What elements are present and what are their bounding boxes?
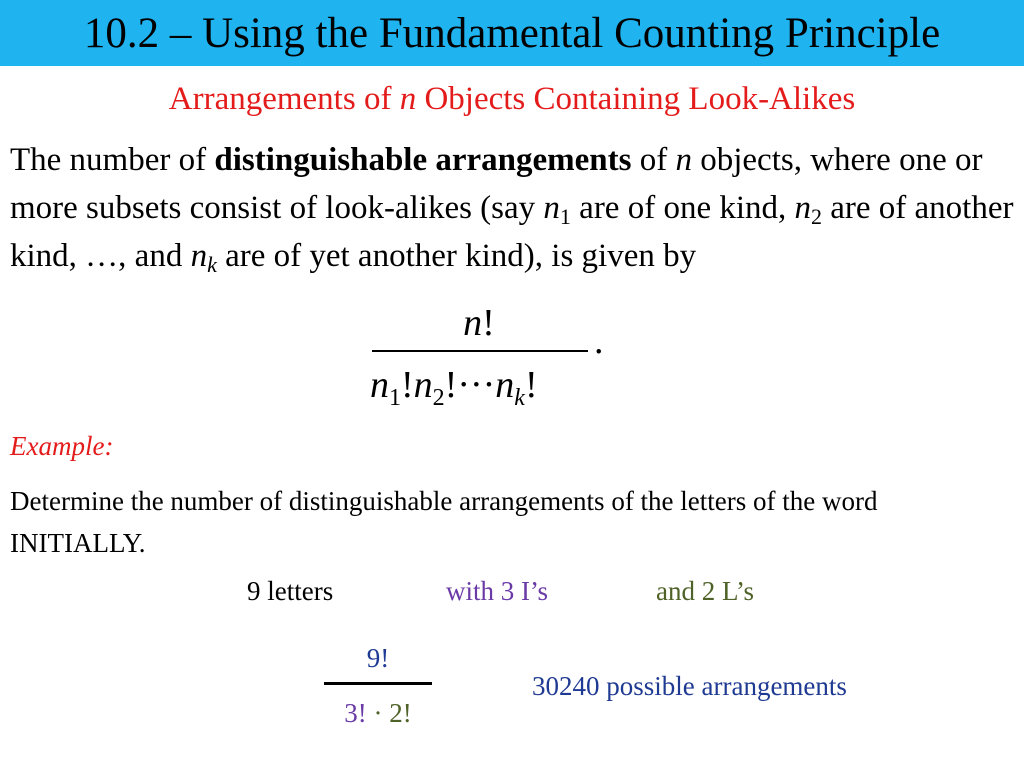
subtitle-text-after: Objects Containing Look-Alikes bbox=[416, 81, 856, 117]
den-var-n1: n bbox=[370, 364, 389, 406]
example-problem: Determine the number of distinguishable arrangements of the letters of the word INITIALLY. bbox=[10, 486, 878, 558]
subtitle-text-before: Arrangements of bbox=[168, 81, 400, 117]
den-sub-2: 2 bbox=[432, 385, 445, 411]
slide-subtitle bbox=[0, 78, 1024, 120]
slide-title: 10.2 – Using the Fundamental Counting Principle bbox=[83, 10, 941, 57]
def-text-4: are of one kind, bbox=[570, 190, 795, 226]
den-fact-k: ! bbox=[524, 364, 538, 406]
example-computation bbox=[322, 640, 434, 740]
def-var-n1: n bbox=[543, 190, 560, 226]
fact-l-count: and 2 L’s bbox=[656, 576, 755, 606]
def-text-5: are of another kind, …, and bbox=[10, 190, 1014, 274]
subtitle-variable: n bbox=[399, 81, 417, 117]
den-var-nk: n bbox=[495, 364, 515, 406]
formula-fraction-bar bbox=[372, 350, 588, 352]
den-fact-1: ! bbox=[401, 364, 414, 406]
computation-den-part-1: 3! bbox=[344, 698, 367, 728]
computation-numerator: 9! bbox=[366, 643, 390, 673]
def-text-1: The number of bbox=[10, 142, 215, 178]
def-bold-term: distinguishable arrangements bbox=[214, 142, 632, 178]
computation-denominator bbox=[322, 695, 434, 731]
def-text-6: are of yet another kind), is given by bbox=[216, 238, 697, 274]
def-var-n: n bbox=[675, 142, 692, 178]
den-var-n2: n bbox=[413, 364, 433, 406]
def-text-3: objects, where one or more subsets consist of look-alikes (say bbox=[10, 142, 983, 226]
den-sub-k-letter: k bbox=[514, 385, 525, 411]
def-sub-2: 2 bbox=[811, 204, 823, 229]
den-sub-1: 1 bbox=[389, 385, 401, 411]
def-var-nk: n bbox=[190, 238, 208, 274]
def-sub-1: 1 bbox=[559, 204, 571, 229]
fact-i-count: with 3 I’s bbox=[446, 576, 549, 606]
formula-numerator bbox=[370, 300, 588, 346]
def-var-n2: n bbox=[794, 190, 812, 226]
den-dots: ··· bbox=[457, 364, 496, 406]
den-fact-2: ! bbox=[444, 364, 458, 406]
computation-den-dot: · bbox=[366, 698, 390, 728]
formula-denominator bbox=[370, 362, 600, 411]
formula-num-factorial: ! bbox=[482, 302, 495, 344]
general-formula bbox=[370, 300, 620, 420]
formula-period: . bbox=[594, 320, 604, 362]
den-sub-k bbox=[514, 385, 525, 411]
example-label: Example: bbox=[10, 431, 114, 461]
definition-paragraph bbox=[10, 136, 1016, 280]
def-sub-k bbox=[207, 252, 217, 277]
example-result: 30240 possible arrangements bbox=[532, 671, 847, 701]
computation-fraction-bar bbox=[324, 682, 432, 685]
fact-letter-count: 9 letters bbox=[247, 576, 334, 606]
def-text-2: of bbox=[631, 142, 676, 178]
computation-den-part-2: 2! bbox=[389, 698, 412, 728]
def-sub-k-letter: k bbox=[207, 252, 217, 277]
formula-num-var: n bbox=[463, 302, 483, 344]
